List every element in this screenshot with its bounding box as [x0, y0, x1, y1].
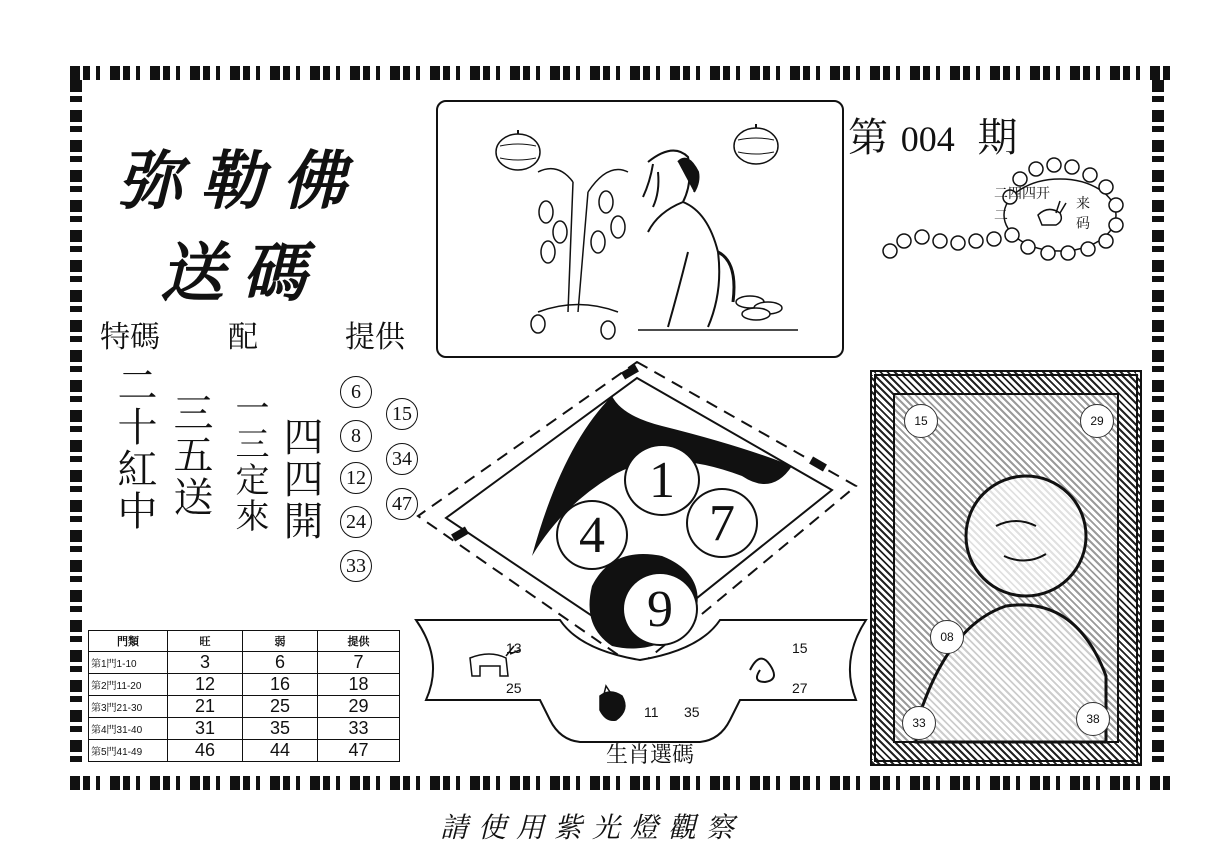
table-cell: 18 — [317, 674, 399, 696]
door-table — [88, 630, 400, 762]
number-circle: 12 — [340, 462, 372, 494]
number-circle: 24 — [340, 506, 372, 538]
diamond-number: 4 — [556, 500, 628, 570]
rooster-number: 35 — [684, 704, 700, 720]
number-circle: 34 — [386, 443, 418, 475]
footer-note: 請使用紫光燈觀察 — [440, 811, 745, 844]
table-cell: 7 — [317, 652, 399, 674]
right-border — [1152, 80, 1164, 765]
label-provide: 提供 — [345, 320, 405, 355]
table-row — [89, 696, 400, 718]
left-border — [70, 80, 82, 765]
number-circle: 47 — [386, 488, 418, 520]
verse-col4: 四四開 — [277, 416, 323, 542]
snake-number: 15 — [792, 640, 808, 656]
diamond-number: 1 — [624, 444, 700, 516]
issue-prefix: 第 — [848, 115, 888, 161]
table-cell: 6 — [242, 652, 317, 674]
number-circle: 6 — [340, 376, 372, 408]
number-circle: 8 — [340, 420, 372, 452]
table-cell: 31 — [168, 718, 243, 740]
diamond-number: 9 — [622, 572, 698, 646]
row-label: 第5門41-49 — [89, 740, 168, 762]
issue-number: 004 — [900, 119, 955, 159]
table-cell: 46 — [168, 740, 243, 762]
beads-line3: 码 — [1076, 216, 1090, 232]
top-border — [70, 66, 1171, 80]
table-row — [89, 740, 400, 762]
number-circle: 15 — [386, 398, 418, 430]
issue-suffix: 期 — [977, 115, 1018, 161]
verse-col3: 一三定來 — [229, 390, 269, 534]
goat-number: 13 — [506, 640, 522, 656]
goat-number: 25 — [506, 680, 522, 696]
table-cell: 3 — [168, 652, 243, 674]
table-cell: 47 — [317, 740, 399, 762]
picture-art — [438, 102, 842, 356]
beads-line1: 二四四开 — [994, 186, 1050, 202]
table-row — [89, 674, 400, 696]
table-cell: 29 — [317, 696, 399, 718]
lantern-icon — [496, 130, 540, 170]
table-cell: 16 — [242, 674, 317, 696]
table-row — [89, 718, 400, 740]
number-circle: 33 — [340, 550, 372, 582]
snake-number: 27 — [792, 680, 808, 696]
diamond-number: 7 — [686, 488, 758, 558]
beads-line2: 来 — [1076, 196, 1090, 212]
rabbit-icon — [1038, 201, 1066, 225]
row-label: 第1門1-10 — [89, 652, 168, 674]
beads-panel — [870, 135, 1130, 285]
portrait-number: 08 — [930, 620, 964, 654]
portrait-number: 29 — [1080, 404, 1114, 438]
portrait-number: 38 — [1076, 702, 1110, 736]
table-header-row — [89, 631, 400, 652]
beads-side: 二 — [994, 208, 1008, 224]
table-cell: 44 — [242, 740, 317, 762]
table-header: 弱 — [242, 631, 317, 652]
table-cell: 12 — [168, 674, 243, 696]
lantern-icon — [734, 124, 778, 164]
row-label: 第2門11-20 — [89, 674, 168, 696]
table-cell: 33 — [317, 718, 399, 740]
verse-col1: 二十紅中 — [111, 364, 157, 532]
row-label: 第4門31-40 — [89, 718, 168, 740]
table-cell: 21 — [168, 696, 243, 718]
label-special: 特碼 — [100, 320, 160, 355]
table-header: 門類 — [89, 631, 168, 652]
page-subtitle: 送碼 — [160, 236, 324, 311]
row-label: 第3門21-30 — [89, 696, 168, 718]
table-cell: 35 — [242, 718, 317, 740]
table-row — [89, 652, 400, 674]
bottom-border — [70, 776, 1171, 790]
picture-panel — [436, 100, 844, 358]
table-cell: 25 — [242, 696, 317, 718]
rooster-number: 11 — [644, 704, 659, 720]
page-title: 弥勒佛 — [118, 144, 364, 219]
portrait-number: 15 — [904, 404, 938, 438]
portrait-number: 33 — [902, 706, 936, 740]
table-header: 旺 — [168, 631, 243, 652]
verse-col2: 三五送 — [167, 392, 213, 518]
label-match: 配 — [228, 320, 258, 355]
tree-icon — [531, 169, 628, 339]
zodiac-caption: 生肖選碼 — [606, 743, 695, 768]
gold-ingot-icon — [736, 296, 782, 320]
horse-icon — [643, 151, 734, 327]
table-header: 提供 — [317, 631, 399, 652]
